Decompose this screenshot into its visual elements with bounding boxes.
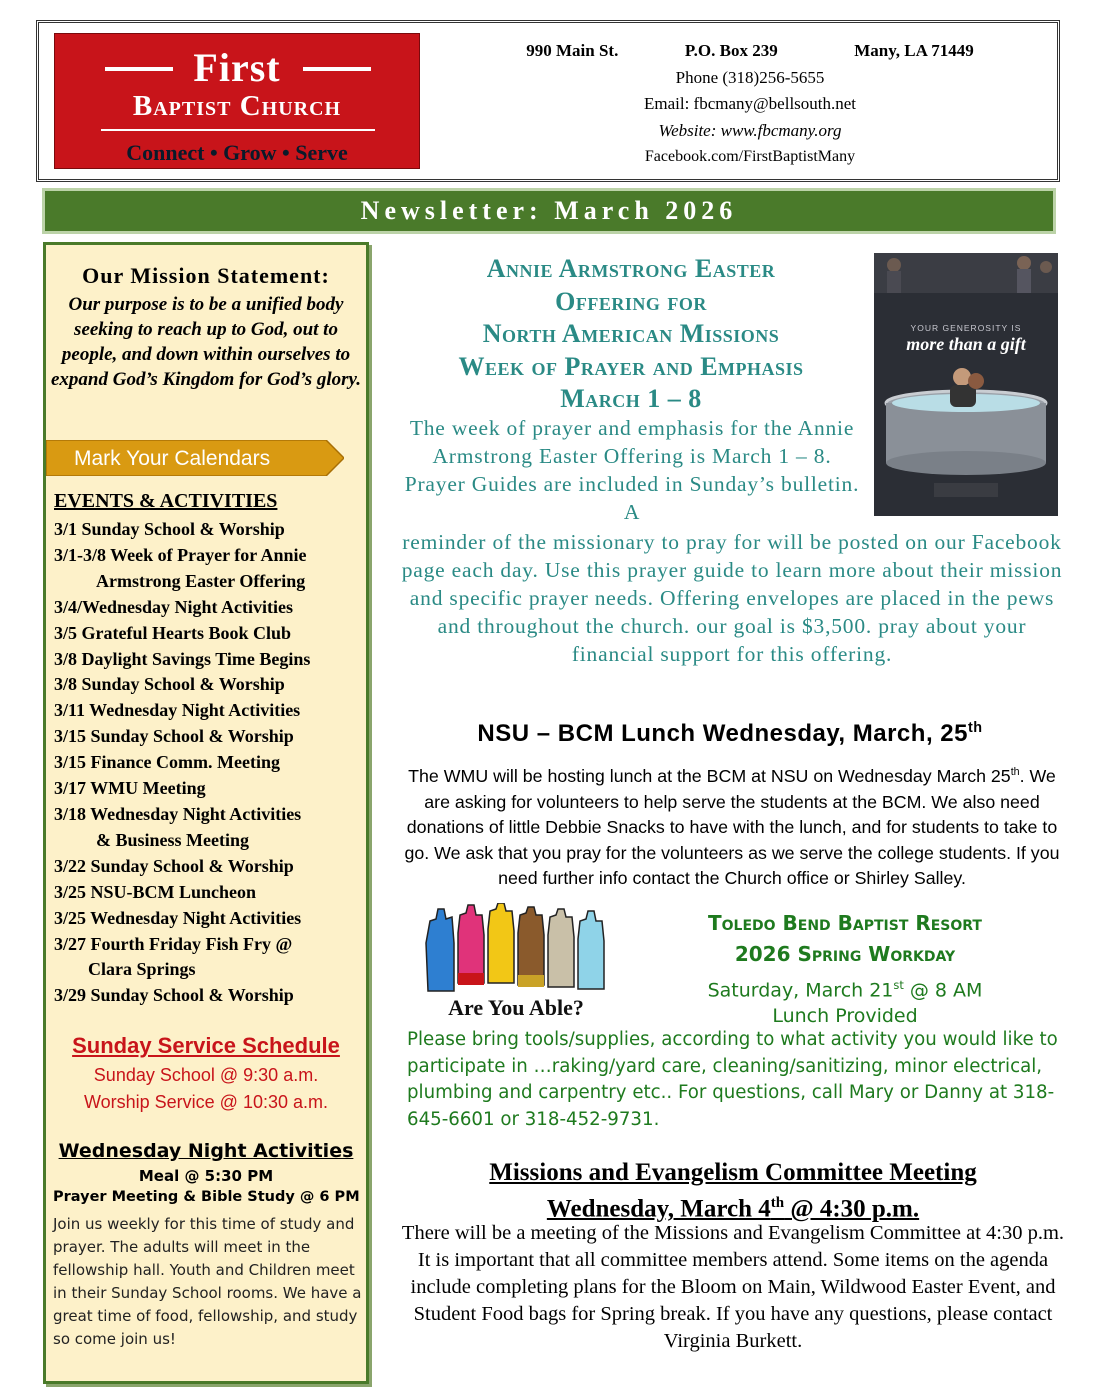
church-logo: [54, 33, 420, 169]
email[interactable]: Email: fbcmany@bellsouth.net: [643, 94, 857, 113]
event-item: 3/27 Fourth Friday Fish Fry @: [54, 933, 293, 954]
toledo-lunch: Lunch Provided: [772, 1005, 918, 1028]
po-box: P.O. Box 239: [684, 41, 778, 60]
missions-date-text: Wednesday, March 4: [546, 1195, 771, 1223]
nsu-body-rest: . We are asking for volunteers to help serve the students at the BCM. We also need donations of little Debbie Snacks to have with the lunch, and for students to take to go. We ask that you pray for the volunteers as we serve the college students. If you need further info contact the Church office or Shirley Salley.: [404, 765, 1060, 889]
event-item: 3/4/Wednesday Night Activities: [54, 596, 294, 617]
annie-title: [400, 253, 862, 416]
logo-first: First: [193, 45, 281, 90]
event-item: Armstrong Easter Offering: [96, 570, 306, 591]
facebook[interactable]: Facebook.com/FirstBaptistMany: [644, 148, 856, 165]
missions-body: There will be a meeting of the Missions and Evangelism Committee at 4:30 p.m. It is important that all committee members attend. Some items on the agenda include completing plans for the Bloom on Main, Wildwood Easter Event, and Student Food bags for Spring break. If you have any questions, please contact Virginia Burkett.: [401, 1222, 1065, 1352]
service-schedule-title: Sunday Service Schedule: [72, 1033, 340, 1058]
events-list: [54, 517, 366, 1009]
gloves-caption: Are You Able?: [448, 995, 584, 1020]
calendar-banner-label: Mark Your Calendars: [74, 447, 271, 470]
logo-rule-under: [101, 129, 375, 131]
logo-tagline: Connect • Grow • Serve: [126, 140, 348, 165]
event-item: 3/29 Sunday School & Worship: [54, 985, 294, 1006]
toledo-date-time: @ 8 AM: [903, 979, 983, 1002]
phone: Phone (318)256-5655: [675, 67, 825, 87]
nsu-body: [400, 760, 1064, 892]
event-item: 3/1 Sunday School & Worship: [54, 519, 285, 539]
sidebar: [43, 242, 369, 1384]
annie-title-line: Annie Armstrong Easter: [486, 254, 776, 283]
nsu-body-start: The WMU will be hosting lunch at the BCM at NSU on Wednesday March 25: [408, 765, 1011, 786]
annie-title-line: North American Missions: [482, 319, 780, 349]
event-item: 3/11 Wednesday Night Activities: [54, 700, 301, 721]
event-item: 3/18 Wednesday Night Activities: [54, 803, 302, 824]
annie-body-top: The week of prayer and emphasis for the Annie Armstrong Easter Offering is March 1 – 8. Prayer Guides are included in Sunday’s bulletin. A: [404, 416, 860, 524]
wednesday-prayer: Prayer Meeting & Bible Study @ 6 PM: [53, 1189, 360, 1205]
photo-caption-big: more than a gift: [906, 334, 1026, 354]
events-heading: EVENTS & ACTIVITIES: [54, 490, 278, 512]
baptism-photo: [874, 253, 1058, 516]
photo-caption-small: YOUR GENEROSITY IS: [910, 323, 1022, 333]
service-worship: Worship Service @ 10:30 a.m.: [83, 1092, 329, 1112]
newsletter-banner: Newsletter: March 2026: [42, 188, 1056, 234]
nsu-body-sup: th: [1010, 766, 1020, 778]
calendar-banner: [46, 440, 344, 476]
event-item: 3/15 Sunday School & Worship: [54, 726, 294, 747]
nsu-title-sup: th: [967, 720, 983, 736]
mission-title: Our Mission Statement:: [82, 263, 330, 288]
annie-title-line: March 1 – 8: [560, 384, 702, 414]
annie-title-line: Week of Prayer and Emphasis: [458, 351, 804, 381]
toledo-date-sup: st: [893, 978, 904, 992]
nsu-title-text: NSU – BCM Lunch Wednesday, March, 25: [477, 720, 968, 747]
street-address: 990 Main St.: [526, 41, 619, 60]
event-item: 3/5 Grateful Hearts Book Club: [54, 622, 291, 643]
missions-date-sup: th: [770, 1195, 785, 1211]
event-item: 3/15 Finance Comm. Meeting: [54, 752, 280, 773]
toledo-title-line2: 2026 Spring Workday: [734, 942, 956, 966]
mission-text: Our purpose is to be a unified body seeking to reach up to God, out to people, and down within ourselves to expand God’s Kingdom for God’s glory.: [51, 294, 361, 390]
event-item: 3/22 Sunday School & Worship: [54, 855, 294, 876]
event-item: 3/25 Wednesday Night Activities: [54, 907, 302, 928]
toledo-date-text: Saturday, March 21: [707, 979, 894, 1002]
gloves-image: [418, 903, 614, 1023]
logo-church-name: Baptist Church: [132, 90, 342, 122]
toledo-body: Please bring tools/supplies, according to what activity you would like to participate in …raking/yard care, cleaning/sanitizing, minor electrical, plumbing and carpentry etc.. For questions, call Mary or Danny at 318-645-6601 or 318-452-9731.: [407, 1029, 1058, 1130]
event-item: 3/8 Daylight Savings Time Begins: [54, 648, 311, 669]
toledo-title: [620, 908, 1070, 970]
missions-title-line1: Missions and Evangelism Committee Meeting: [489, 1159, 977, 1186]
toledo-title-line1: Toledo Bend Baptist Resort: [708, 911, 982, 935]
event-item: 3/25 NSU-BCM Luncheon: [54, 881, 257, 902]
wednesday-title: Wednesday Night Activities: [58, 1140, 354, 1162]
toledo-date: [620, 972, 1070, 1029]
wednesday-text: Join us weekly for this time of study and prayer. The adults will meet in the fellowship hall. Youth and Children meet in their Sunday School rooms. We have a great time of food, fellowship, and study so come join us!: [53, 1215, 362, 1348]
missions-date-time: @ 4:30 p.m.: [784, 1195, 920, 1223]
event-item: 3/8 Sunday School & Worship: [54, 674, 285, 695]
toledo-date-line: [620, 972, 1070, 1003]
event-item: 3/17 WMU Meeting: [54, 778, 206, 799]
event-item: Clara Springs: [88, 959, 196, 980]
city-state: Many, LA 71449: [854, 41, 974, 60]
website[interactable]: Website: www.fbcmany.org: [658, 120, 842, 140]
address-row: [440, 38, 1060, 65]
missions-title-line2: [400, 1188, 1066, 1224]
wednesday-meal: Meal @ 5:30 PM: [138, 1167, 274, 1185]
contact-block: [440, 38, 1060, 171]
annie-body-bottom: reminder of the missionary to pray for will be posted on our Facebook page each day. Use this prayer guide to learn more about their mission and specific prayer needs. Offering envelopes are placed in the pews and throughout the church. our goal is $3,500. pray about your financial support for this offering.: [401, 530, 1063, 666]
annie-title-line: Offering for: [555, 286, 707, 316]
missions-title: [400, 1158, 1066, 1224]
service-sunday-school: Sunday School @ 9:30 a.m.: [93, 1065, 319, 1085]
event-item: 3/1-3/8 Week of Prayer for Annie: [54, 544, 307, 565]
event-item: & Business Meeting: [96, 829, 249, 850]
nsu-title: [400, 720, 1060, 748]
